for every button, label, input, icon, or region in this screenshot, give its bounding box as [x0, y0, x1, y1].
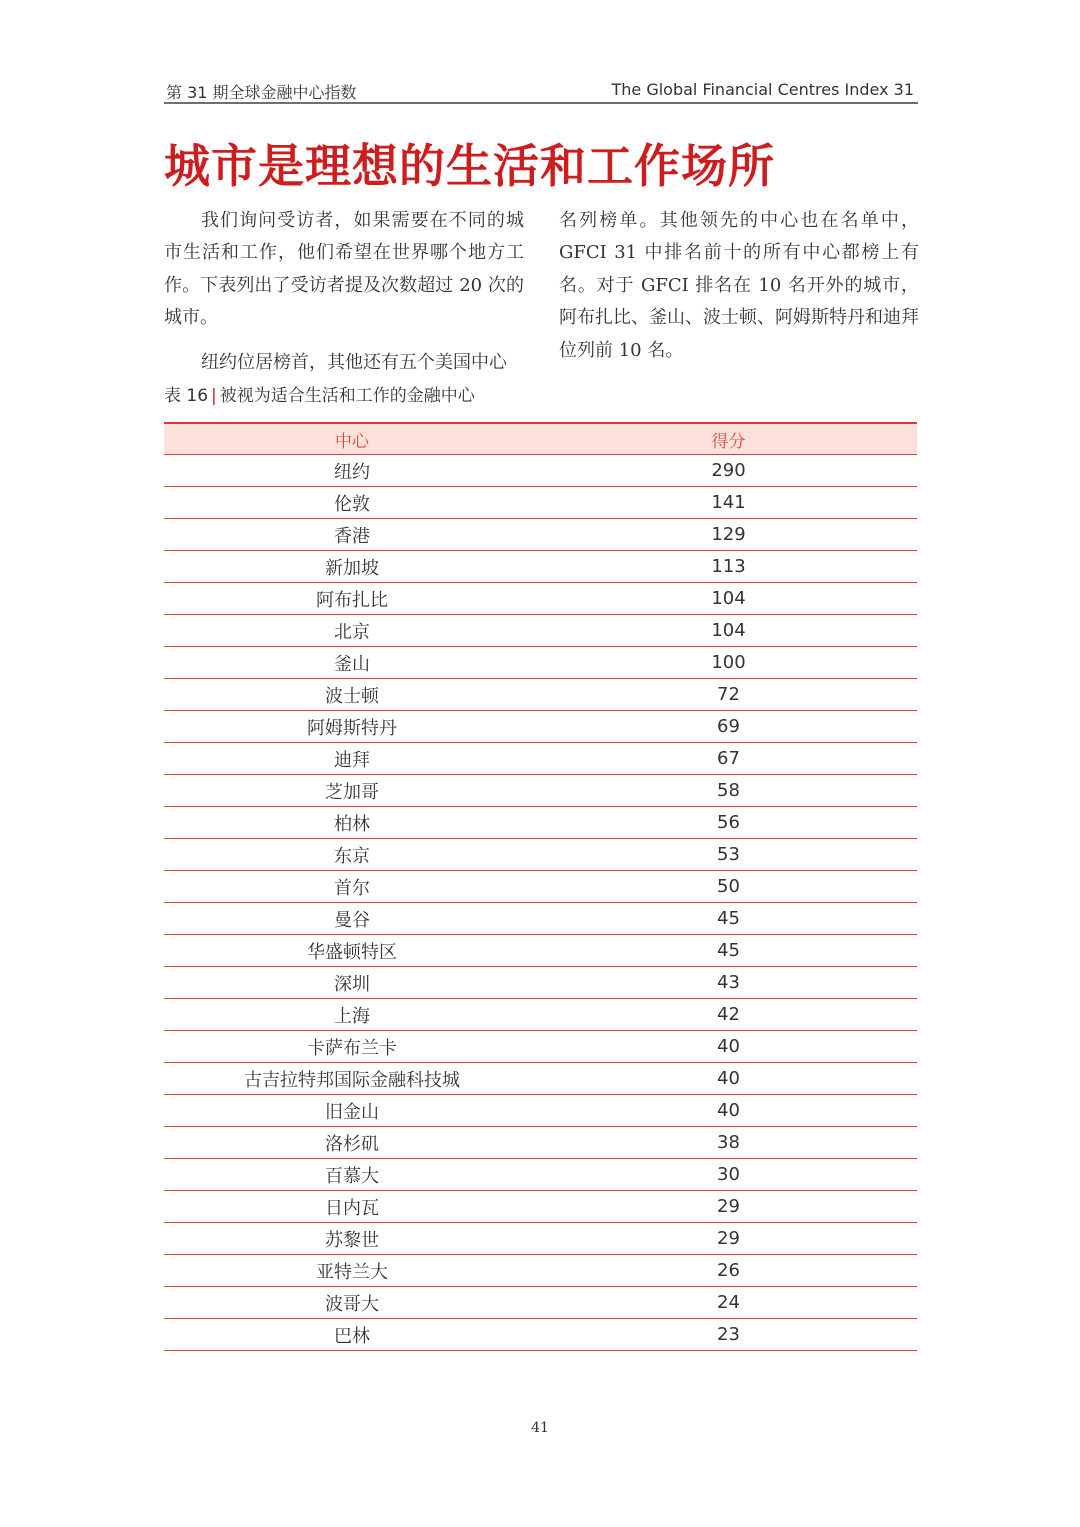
table-row [164, 551, 917, 583]
table-row [164, 1319, 917, 1351]
table-row [164, 615, 917, 647]
score-cell: 58 [540, 775, 917, 807]
centre-cell: 波士顿 [164, 679, 540, 711]
centre-cell: 北京 [164, 615, 540, 647]
score-cell: 29 [540, 1191, 917, 1223]
table-row [164, 1191, 917, 1223]
score-cell: 72 [540, 679, 917, 711]
score-cell: 69 [540, 711, 917, 743]
table-row [164, 455, 917, 487]
paragraph: 名列榜单。其他领先的中心也在名单中，GFCI 31 中排名前十的所有中心都榜上有名。对于 GFCI 排名在 10 名开外的城市，阿布扎比、釜山、波士顿、阿姆斯特丹和迪拜位列前 10 名。 [559, 210, 919, 361]
centre-cell: 东京 [164, 839, 540, 871]
table-row [164, 839, 917, 871]
score-cell: 45 [540, 903, 917, 935]
table-row [164, 967, 917, 999]
table-row [164, 679, 917, 711]
scores-table [164, 422, 917, 1351]
table-row [164, 1223, 917, 1255]
centre-cell: 旧金山 [164, 1095, 540, 1127]
table-row [164, 1287, 917, 1319]
score-cell: 113 [540, 551, 917, 583]
score-cell: 38 [540, 1127, 917, 1159]
score-cell: 43 [540, 967, 917, 999]
centre-cell: 迪拜 [164, 743, 540, 775]
centre-cell: 古吉拉特邦国际金融科技城 [164, 1063, 540, 1095]
score-cell: 42 [540, 999, 917, 1031]
score-cell: 50 [540, 871, 917, 903]
centre-cell: 苏黎世 [164, 1223, 540, 1255]
header-report-title: 第 31 期全球金融中心指数 [166, 83, 357, 102]
score-cell: 40 [540, 1095, 917, 1127]
paragraph: 我们询问受访者，如果需要在不同的城市生活和工作，他们希望在世界哪个地方工作。下表列出了受访者提及次数超过 20 次的城市。 [164, 210, 524, 329]
score-cell: 24 [540, 1287, 917, 1319]
score-cell: 53 [540, 839, 917, 871]
centre-cell: 釜山 [164, 647, 540, 679]
paragraph: 纽约位居榜首，其他还有五个美国中心 [201, 351, 507, 373]
table-caption-separator: | [211, 386, 217, 406]
section-title: 城市是理想的生活和工作场所 [164, 139, 775, 193]
page-number: 41 [531, 1420, 549, 1436]
centre-cell: 亚特兰大 [164, 1255, 540, 1287]
table-row [164, 999, 917, 1031]
table-row [164, 743, 917, 775]
score-cell: 30 [540, 1159, 917, 1191]
body-column-left [164, 205, 524, 379]
centre-cell: 波哥大 [164, 1287, 540, 1319]
table-caption [164, 381, 475, 406]
table-row [164, 1095, 917, 1127]
score-cell: 104 [540, 583, 917, 615]
centre-cell: 芝加哥 [164, 775, 540, 807]
score-cell: 40 [540, 1031, 917, 1063]
centre-cell: 洛杉矶 [164, 1127, 540, 1159]
table-row [164, 1127, 917, 1159]
score-cell: 40 [540, 1063, 917, 1095]
score-cell: 56 [540, 807, 917, 839]
table-row [164, 775, 917, 807]
centre-cell: 伦敦 [164, 487, 540, 519]
table-row [164, 871, 917, 903]
score-cell: 29 [540, 1223, 917, 1255]
table-row [164, 711, 917, 743]
score-cell: 67 [540, 743, 917, 775]
table-row [164, 1031, 917, 1063]
centre-cell: 阿姆斯特丹 [164, 711, 540, 743]
table-row [164, 1159, 917, 1191]
table-row [164, 583, 917, 615]
score-cell: 23 [540, 1319, 917, 1351]
table-row [164, 647, 917, 679]
score-cell: 104 [540, 615, 917, 647]
centre-cell: 百慕大 [164, 1159, 540, 1191]
score-cell: 26 [540, 1255, 917, 1287]
score-cell: 129 [540, 519, 917, 551]
running-header [164, 78, 918, 104]
centre-cell: 香港 [164, 519, 540, 551]
score-cell: 290 [540, 455, 917, 487]
centre-cell: 上海 [164, 999, 540, 1031]
column-header-centre: 中心 [164, 423, 540, 455]
score-cell: 100 [540, 647, 917, 679]
centre-cell: 曼谷 [164, 903, 540, 935]
column-header-score: 得分 [540, 423, 917, 455]
centre-cell: 巴林 [164, 1319, 540, 1351]
table-row [164, 519, 917, 551]
centre-cell: 日内瓦 [164, 1191, 540, 1223]
centre-cell: 纽约 [164, 455, 540, 487]
table-row [164, 935, 917, 967]
centre-cell: 柏林 [164, 807, 540, 839]
table-row [164, 1063, 917, 1095]
table-row [164, 903, 917, 935]
table-row [164, 807, 917, 839]
table-caption-label: 表 16 [164, 386, 209, 406]
centre-cell: 华盛顿特区 [164, 935, 540, 967]
centre-cell: 阿布扎比 [164, 583, 540, 615]
centre-cell: 首尔 [164, 871, 540, 903]
body-column-right [559, 205, 919, 367]
table-row [164, 487, 917, 519]
centre-cell: 深圳 [164, 967, 540, 999]
table-row [164, 1255, 917, 1287]
table-caption-text: 被视为适合生活和工作的金融中心 [219, 386, 475, 406]
score-cell: 45 [540, 935, 917, 967]
centre-cell: 新加坡 [164, 551, 540, 583]
table-header-row [164, 423, 917, 455]
centre-cell: 卡萨布兰卡 [164, 1031, 540, 1063]
header-report-title-en: The Global Financial Centres Index 31 [611, 80, 914, 99]
score-cell: 141 [540, 487, 917, 519]
table-body [164, 455, 917, 1351]
